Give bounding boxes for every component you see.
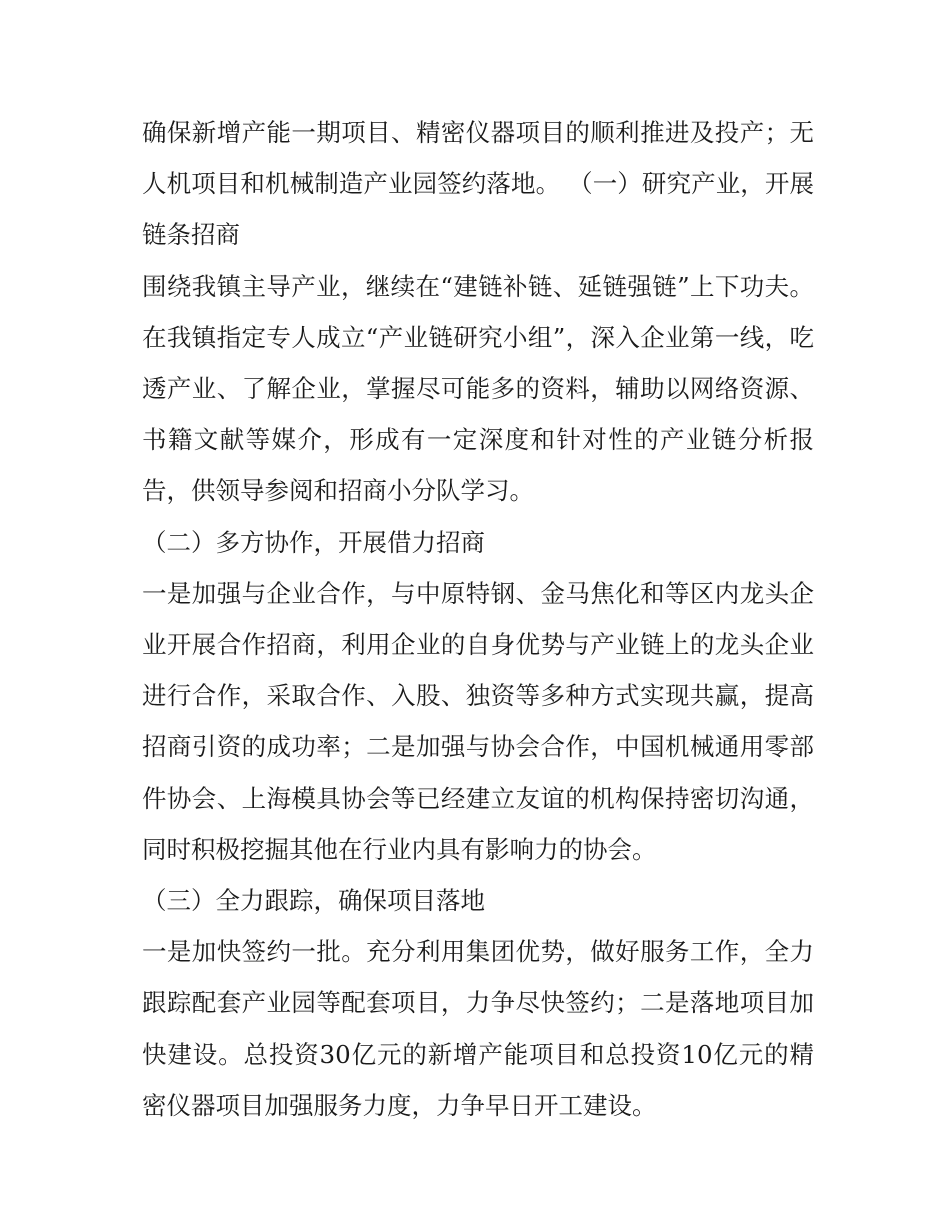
paragraph-project-tracking: 一是加快签约一批。充分利用集团优势，做好服务工作，全力跟踪配套产业园等配套项目，力争尽快签约；二是落地项目加快建设。总投资30亿元的新增产能项目和总投资10亿元的精密仪器项目加强服务力度，力争早日开工建设。: [142, 937, 814, 1120]
section-heading-3: （三）全力跟踪，确保项目落地: [142, 886, 485, 916]
section-heading-2: （二）多方协作，开展借力招商: [142, 527, 485, 557]
paragraph-industry-chain: 围绕我镇主导产业，继续在“建链补链、延链强链”上下功夫。在我镇指定专人成立“产业链研究小组”，深入企业第一线，吃透产业、了解企业，掌握尽可能多的资料，辅助以网络资源、书籍文献等媒介，形成有一定深度和针对性的产业链分析报告，供领导参阅和招商小分队学习。: [142, 271, 814, 506]
paragraph-cooperation: 一是加强与企业合作，与中原特钢、金马焦化和等区内龙头企业开展合作招商，利用企业的自身优势与产业链上的龙头企业进行合作，采取合作、入股、独资等多种方式实现共赢，提高招商引资的成功率；二是加强与协会合作，中国机械通用零部件协会、上海模具协会等已经建立友谊的机构保持密切沟通，同时积极挖掘其他在行业内具有影响力的协会。: [142, 578, 814, 864]
paragraph-intro: 确保新增产能一期项目、精密仪器项目的顺利推进及投产；无人机项目和机械制造产业园签约落地。 （一）研究产业，开展链条招商: [142, 118, 814, 250]
document-body: [142, 107, 814, 1131]
